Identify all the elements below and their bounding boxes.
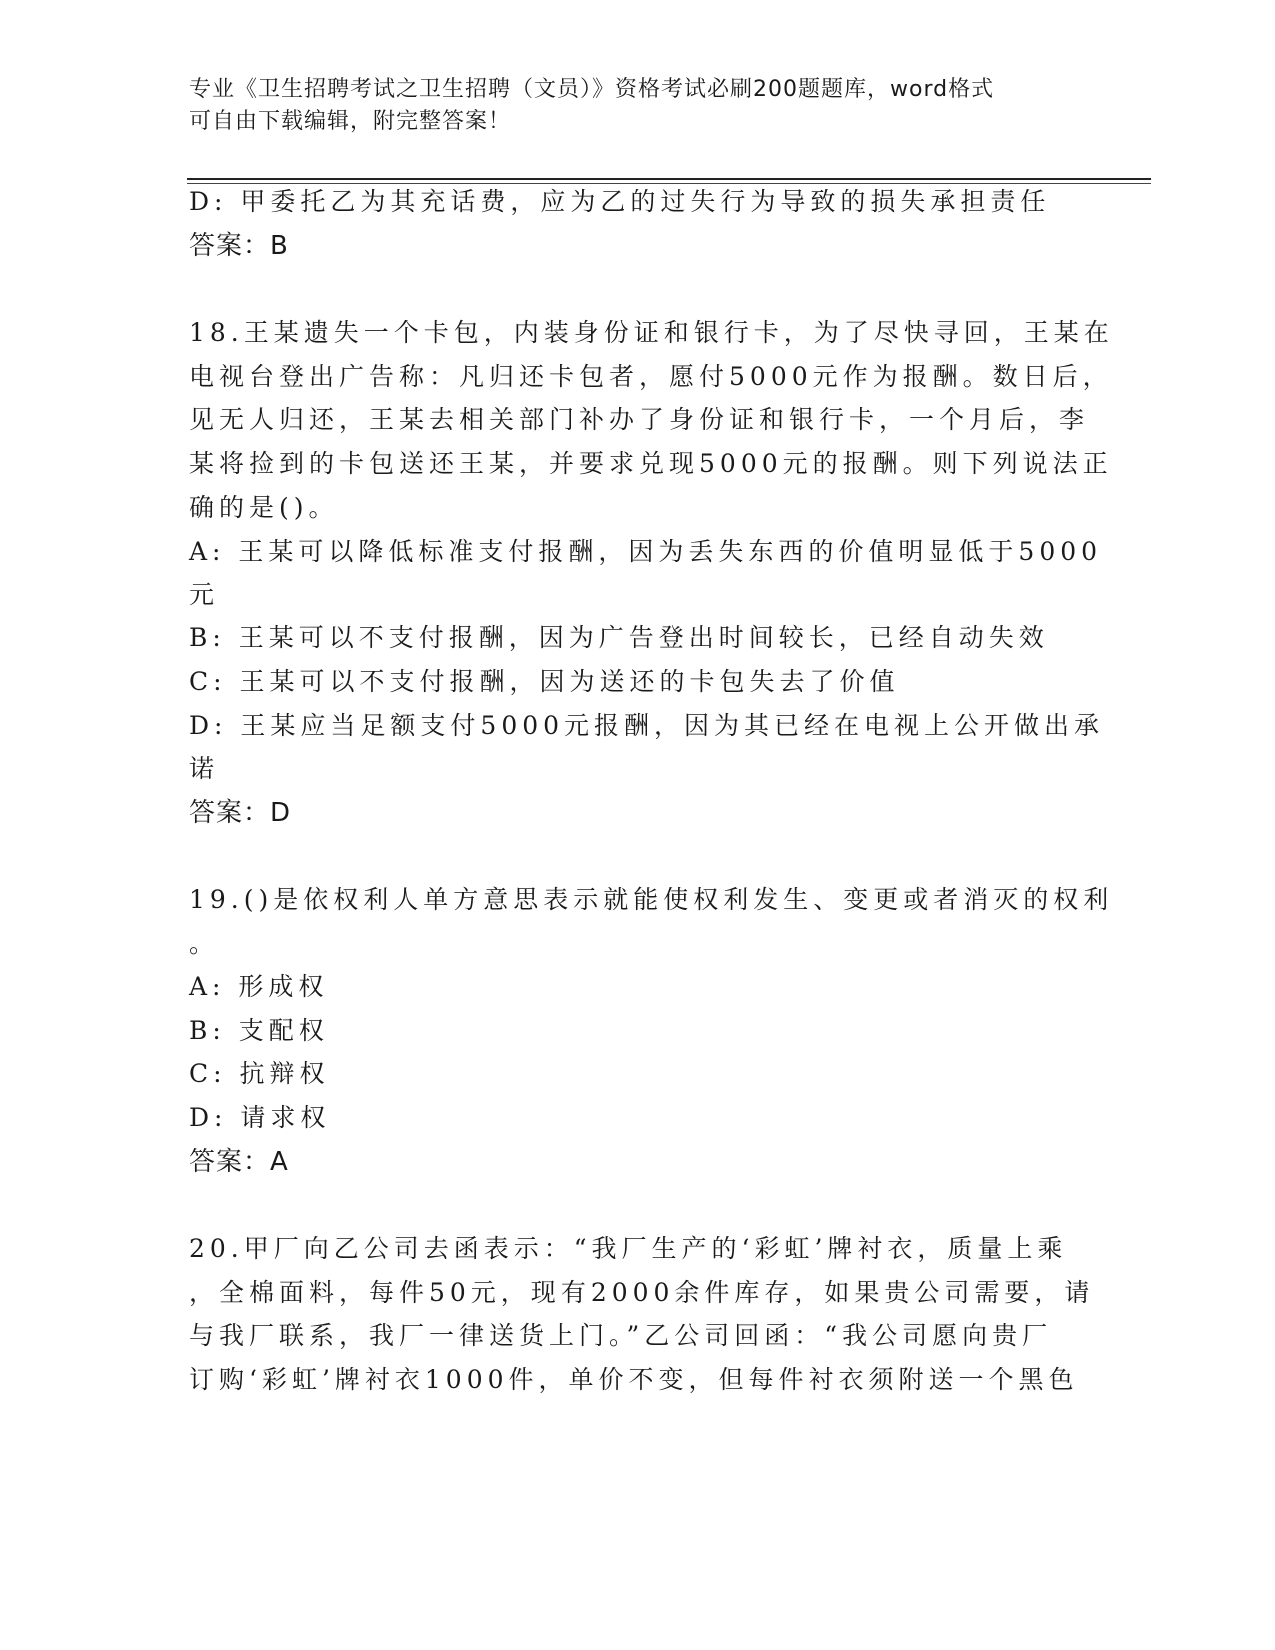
header-line-1: 专业《卫生招聘考试之卫生招聘（文员）》资格考试必刷200题题库，word格式: [189, 77, 995, 102]
q17-answer: 答案：B: [189, 231, 289, 261]
header-divider-thick: [187, 178, 1151, 180]
q18-stem-line-1: 18.王某遗失一个卡包，内装身份证和银行卡，为了尽快寻回，王某在: [189, 318, 1114, 347]
q19-option-c: C: 抗辩权: [189, 1059, 330, 1088]
q18-answer: 答案：D: [189, 798, 292, 828]
q18-stem-line-3: 见无人归还，王某去相关部门补办了身份证和银行卡，一个月后，李: [189, 405, 1090, 434]
q18-option-d-cont: 诺: [189, 754, 220, 783]
q19-stem-line-2: 。: [189, 929, 220, 958]
header-divider-thin: [187, 183, 1151, 184]
q18-stem-line-4: 某将捡到的卡包送还王某，并要求兑现5000元的报酬。则下列说法正: [189, 449, 1113, 478]
q18-option-d: D: 王某应当足额支付5000元报酬，因为其已经在电视上公开做出承: [189, 711, 1105, 740]
document-header: [189, 74, 1069, 138]
q18-option-c: C: 王某可以不支付报酬，因为送还的卡包失去了价值: [189, 667, 900, 696]
q18-stem-line-2: 电视台登出广告称：凡归还卡包者，愿付5000元作为报酬。数日后，: [189, 362, 1113, 391]
q20-stem-line-4: 订购‘彩虹’牌衬衣1000件，单价不变，但每件衬衣须附送一个黑色: [189, 1365, 1079, 1394]
q20-stem-line-2: ，全棉面料，每件50元，现有2000余件库存，如果贵公司需要，请: [189, 1278, 1095, 1307]
q20-stem-line-3: 与我厂联系，我厂一律送货上门。”乙公司回函：“我公司愿向贵厂: [189, 1321, 1053, 1350]
q17-option-d: D: 甲委托乙为其充话费，应为乙的过失行为导致的损失承担责任: [189, 187, 1051, 216]
q19-stem-line-1: 19.()是依权利人单方意思表示就能使权利发生、变更或者消灭的权利: [189, 885, 1114, 914]
header-line-2: 可自由下载编辑，附完整答案！: [189, 109, 512, 134]
q18-stem-line-5: 确的是()。: [189, 493, 339, 522]
q19-option-d: D: 请求权: [189, 1103, 331, 1132]
q18-option-a-cont: 元: [189, 580, 220, 609]
q19-option-a: A: 形成权: [189, 972, 329, 1001]
q18-option-b: B: 王某可以不支付报酬，因为广告登出时间较长，已经自动失效: [189, 623, 1049, 652]
q20-stem-line-1: 20.甲厂向乙公司去函表示：“我厂生产的‘彩虹’牌衬衣，质量上乘: [189, 1234, 1068, 1263]
q19-option-b: B: 支配权: [189, 1016, 329, 1045]
q18-option-a: A: 王某可以降低标准支付报酬，因为丢失东西的价值明显低于5000: [189, 537, 1103, 566]
q19-answer: 答案：A: [189, 1147, 289, 1177]
